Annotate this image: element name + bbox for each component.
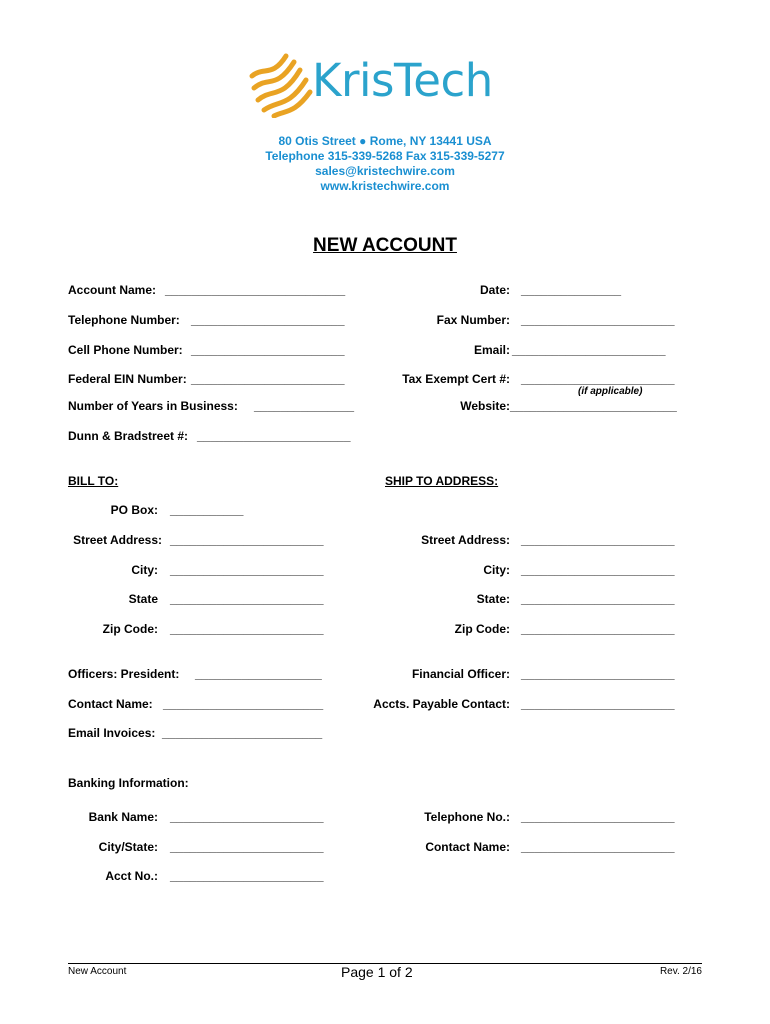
financial-officer-label: Financial Officer: <box>411 667 510 681</box>
logo-text: KrisTech <box>312 54 493 107</box>
ap-contact-field[interactable]: _______________________ <box>521 697 675 711</box>
date-label: Date: <box>479 283 510 297</box>
account-name-field[interactable]: ___________________________ <box>165 283 346 297</box>
email-invoices-field[interactable]: ________________________ <box>162 726 323 740</box>
bank-name-field[interactable]: _______________________ <box>170 810 324 824</box>
bank-phone-field[interactable]: _______________________ <box>521 810 675 824</box>
financial-officer-field[interactable]: _______________________ <box>521 667 675 681</box>
company-phone-fax: Telephone 315-339-5268 Fax 315-339-5277 <box>265 149 505 163</box>
ship-street-label: Street Address: <box>421 533 510 547</box>
ap-contact-label: Accts. Payable Contact: <box>373 697 510 711</box>
contact-name-label: Contact Name: <box>68 697 153 711</box>
bill-city-label: City: <box>131 563 158 577</box>
bank-contact-field[interactable]: _______________________ <box>521 840 675 854</box>
date-field[interactable]: _______________ <box>521 283 622 297</box>
years-in-business-label: Number of Years in Business: <box>68 399 238 413</box>
city-state-field[interactable]: _______________________ <box>170 840 324 854</box>
footer-doc-name: New Account <box>68 966 127 977</box>
bill-street-label: Street Address: <box>73 533 162 547</box>
bank-phone-label: Telephone No.: <box>424 810 510 824</box>
tax-exempt-note: (if applicable) <box>578 386 643 397</box>
ship-city-field[interactable]: _______________________ <box>521 563 675 577</box>
telephone-field[interactable]: _______________________ <box>191 313 345 327</box>
email-invoices-label: Email Invoices: <box>68 726 156 740</box>
bank-name-label: Bank Name: <box>88 810 158 824</box>
dunn-bradstreet-label: Dunn & Bradstreet #: <box>68 429 189 443</box>
po-box-label: PO Box: <box>110 503 158 517</box>
bill-street-field[interactable]: _______________________ <box>170 533 324 547</box>
bill-zip-label: Zip Code: <box>102 622 158 636</box>
ship-zip-label: Zip Code: <box>454 622 510 636</box>
contact-name-field[interactable]: ________________________ <box>163 697 324 711</box>
ship-city-label: City: <box>483 563 510 577</box>
city-state-label: City/State: <box>98 840 158 854</box>
bill-state-field[interactable]: _______________________ <box>170 592 324 606</box>
account-name-label: Account Name: <box>68 283 157 297</box>
dunn-bradstreet-field[interactable]: _______________________ <box>197 429 351 443</box>
officers-president-label: Officers: President: <box>68 667 180 681</box>
ein-label: Federal EIN Number: <box>68 372 187 386</box>
bill-state-label: State <box>128 592 158 606</box>
bill-city-field[interactable]: _______________________ <box>170 563 324 577</box>
footer-revision: Rev. 2/16 <box>659 966 702 977</box>
bank-contact-label: Contact Name: <box>425 840 510 854</box>
company-email: sales@kristechwire.com <box>315 164 455 178</box>
form-title: NEW ACCOUNT <box>313 235 457 256</box>
ein-field[interactable]: _______________________ <box>191 372 345 386</box>
ship-zip-field[interactable]: _______________________ <box>521 622 675 636</box>
banking-heading: Banking Information: <box>68 776 189 790</box>
tax-exempt-label: Tax Exempt Cert #: <box>402 372 510 386</box>
website-field[interactable]: _________________________ <box>510 399 677 413</box>
logo-stripes-icon <box>246 48 318 118</box>
cell-phone-field[interactable]: _______________________ <box>191 343 345 357</box>
fax-field[interactable]: _______________________ <box>521 313 675 327</box>
email-label: Email: <box>473 343 510 357</box>
fax-label: Fax Number: <box>436 313 510 327</box>
company-website: www.kristechwire.com <box>320 179 450 193</box>
acct-no-field[interactable]: _______________________ <box>170 869 324 883</box>
ship-state-label: State: <box>476 592 510 606</box>
telephone-label: Telephone Number: <box>68 313 180 327</box>
email-field[interactable]: _______________________ <box>512 343 666 357</box>
logo <box>246 44 536 124</box>
tax-exempt-field[interactable]: _______________________ <box>521 372 675 386</box>
officers-president-field[interactable]: ___________________ <box>195 667 322 681</box>
po-box-field[interactable]: ___________ <box>170 503 244 517</box>
company-address: 80 Otis Street ● Rome, NY 13441 USA <box>278 134 492 148</box>
website-label: Website: <box>460 399 510 413</box>
cell-phone-label: Cell Phone Number: <box>68 343 183 357</box>
acct-no-label: Acct No.: <box>105 869 158 883</box>
bill-zip-field[interactable]: _______________________ <box>170 622 324 636</box>
ship-state-field[interactable]: _______________________ <box>521 592 675 606</box>
ship-street-field[interactable]: _______________________ <box>521 533 675 547</box>
footer-page-number: Page 1 of 2 <box>341 964 413 980</box>
bill-to-heading: BILL TO: <box>68 474 119 488</box>
ship-to-heading: SHIP TO ADDRESS: <box>385 474 499 488</box>
years-in-business-field[interactable]: _______________ <box>254 399 355 413</box>
